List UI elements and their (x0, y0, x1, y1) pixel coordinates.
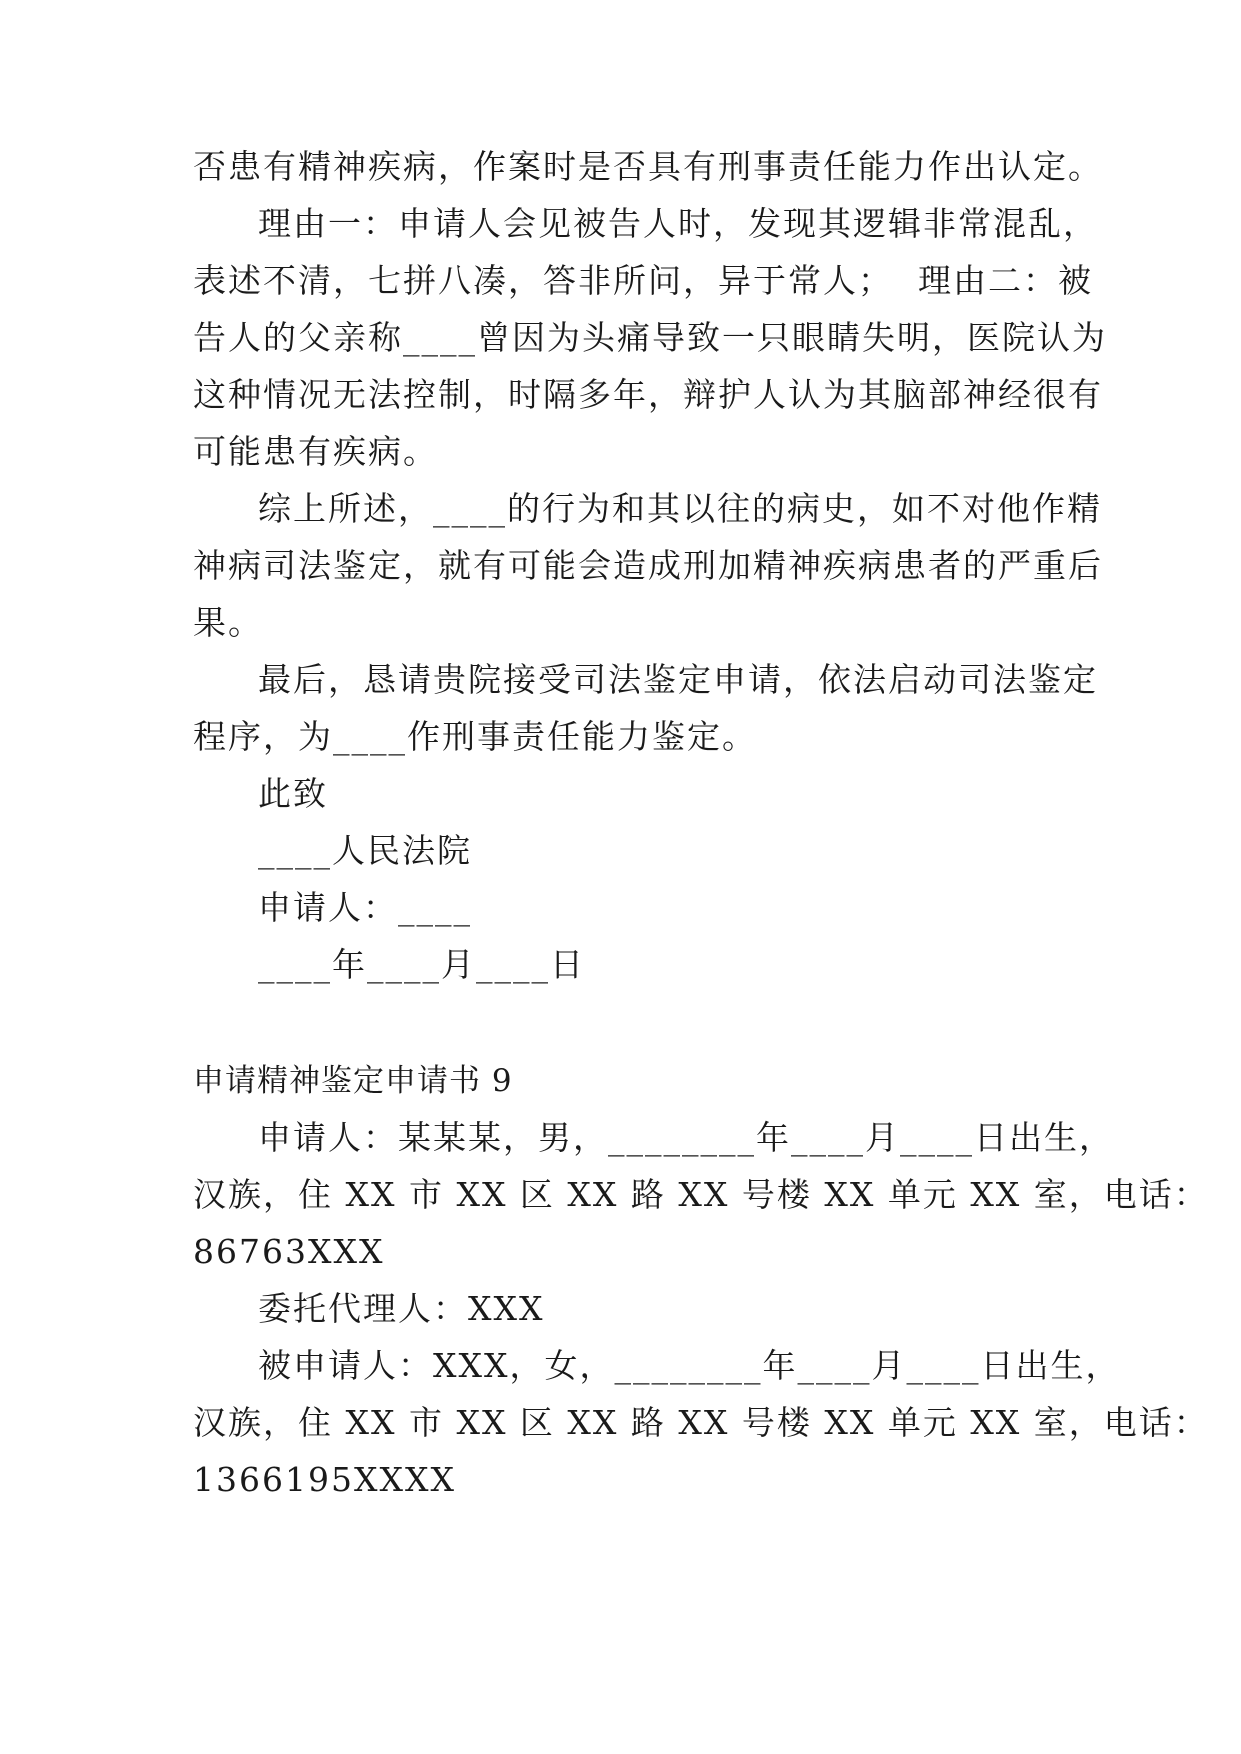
closing-salutation: 此致 (258, 774, 328, 813)
paragraph-line: 申请人：某某某，男，________年____月____日出生， (258, 1118, 1114, 1157)
paragraph-line: 委托代理人：XXX (258, 1289, 545, 1328)
applicant-signature: 申请人：____ (258, 888, 472, 927)
paragraph-line: 理由一：申请人会见被告人时，发现其逻辑非常混乱， (258, 204, 1098, 243)
paragraph-line: 汉族，住 XX 市 XX 区 XX 路 XX 号楼 XX 单元 XX 室，电话： (193, 1175, 1209, 1214)
recipient-court: ____人民法院 (258, 831, 472, 870)
paragraph-line: 告人的父亲称____曾因为头痛导致一只眼睛失明，医院认为 (193, 318, 1107, 357)
date-line: ____年____月____日 (258, 945, 585, 984)
paragraph-line: 果。 (193, 603, 263, 642)
paragraph-line: 被申请人：XXX，女，________年____月____日出生， (258, 1346, 1121, 1385)
paragraph-line: 程序，为____作刑事责任能力鉴定。 (193, 717, 757, 756)
paragraph-line: 86763XXX (193, 1232, 385, 1271)
section-title: 申请精神鉴定申请书 9 (193, 1063, 513, 1099)
paragraph-line: 神病司法鉴定，就有可能会造成刑加精神疾病患者的严重后 (193, 546, 1103, 585)
paragraph-line: 1366195XXXX (193, 1460, 456, 1499)
paragraph-line: 可能患有疾病。 (193, 432, 438, 471)
paragraph-line: 综上所述，____的行为和其以往的病史，如不对他作精 (258, 489, 1102, 528)
paragraph-line: 这种情况无法控制，时隔多年，辩护人认为其脑部神经很有 (193, 375, 1103, 414)
paragraph-line: 最后，恳请贵院接受司法鉴定申请，依法启动司法鉴定 (258, 660, 1098, 699)
paragraph-line: 汉族，住 XX 市 XX 区 XX 路 XX 号楼 XX 单元 XX 室，电话： (193, 1403, 1209, 1442)
paragraph-line: 否患有精神疾病，作案时是否具有刑事责任能力作出认定。 (193, 147, 1103, 186)
paragraph-line: 表述不清，七拼八凑，答非所问，异于常人； 理由二：被 (193, 261, 1093, 300)
